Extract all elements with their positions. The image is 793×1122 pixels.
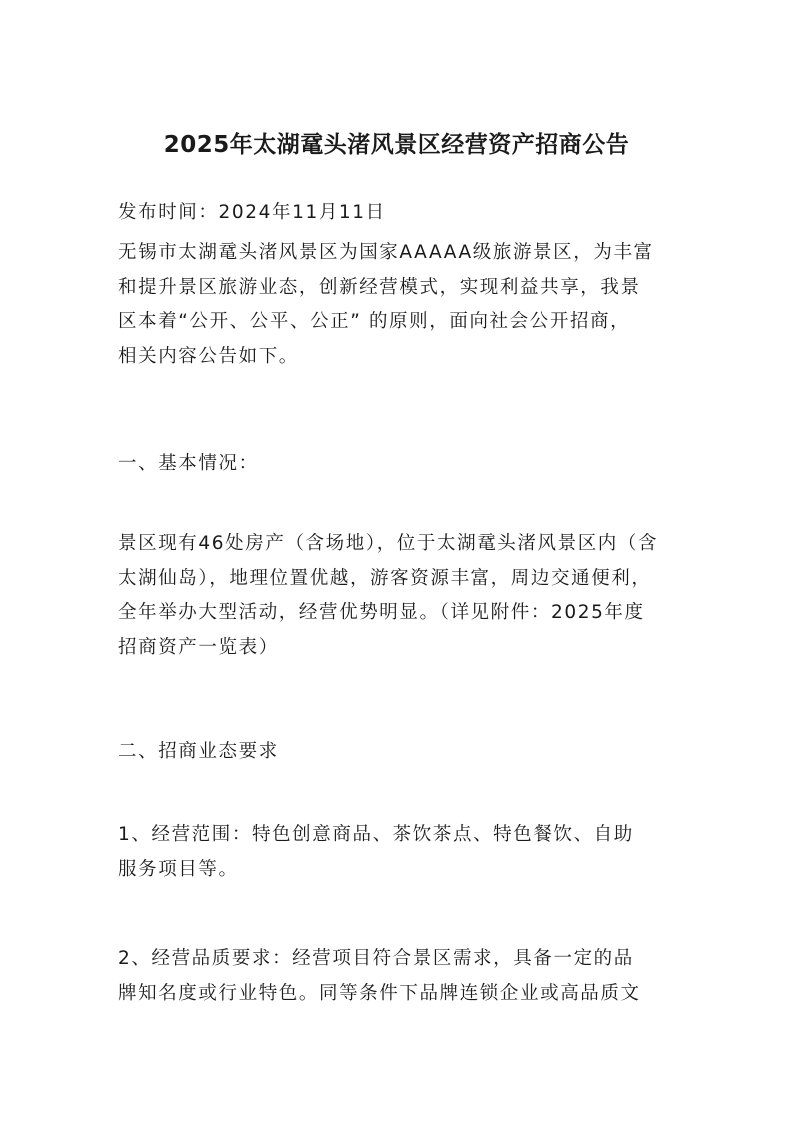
requirement-item-scope bbox=[118, 818, 676, 887]
basic-info-paragraph bbox=[118, 527, 676, 665]
requirement-item-quality bbox=[118, 942, 676, 1011]
requirement-line: 服务项目等。 bbox=[118, 858, 239, 880]
publish-date bbox=[118, 196, 676, 231]
section-heading-text: 一、基本情况： bbox=[118, 453, 259, 474]
intro-line: 相关内容公告如下。 bbox=[118, 345, 299, 367]
requirement-line: 牌知名度或行业特色。同等条件下品牌连锁企业或高品质文 bbox=[118, 982, 641, 1004]
section-heading-requirements bbox=[118, 735, 676, 770]
publish-date-text: 发布时间：2024年11月11日 bbox=[118, 202, 386, 223]
basic-info-line: 招商资产一览表） bbox=[118, 636, 279, 658]
intro-paragraph bbox=[118, 236, 676, 374]
requirement-line: 2、经营品质要求：经营项目符合景区需求，具备一定的品 bbox=[118, 948, 634, 969]
document-title: 2025年太湖鼋头渚风景区经营资产招商公告 bbox=[163, 132, 630, 158]
basic-info-line: 太湖仙岛），地理位置优越，游客资源丰富，周边交通便利， bbox=[118, 567, 652, 589]
section-heading-basic bbox=[118, 447, 676, 482]
requirement-line: 1、经营范围：特色创意商品、茶饮茶点、特色餐饮、自助 bbox=[118, 824, 634, 845]
intro-line: 和提升景区旅游业态，创新经营模式，实现利益共享，我景 bbox=[118, 276, 641, 298]
section-heading-text: 二、招商业态要求 bbox=[118, 741, 279, 762]
intro-line: 区本着“公开、公平、公正” 的原则，面向社会公开招商， bbox=[118, 311, 631, 332]
basic-info-line: 景区现有46处房产（含场地），位于太湖鼋头渚风景区内（含 bbox=[118, 533, 659, 554]
intro-line: 无锡市太湖鼋头渚风景区为国家AAAAA级旅游景区，为丰富 bbox=[118, 242, 654, 263]
basic-info-line: 全年举办大型活动，经营优势明显。（详见附件：2025年度 bbox=[118, 602, 645, 623]
